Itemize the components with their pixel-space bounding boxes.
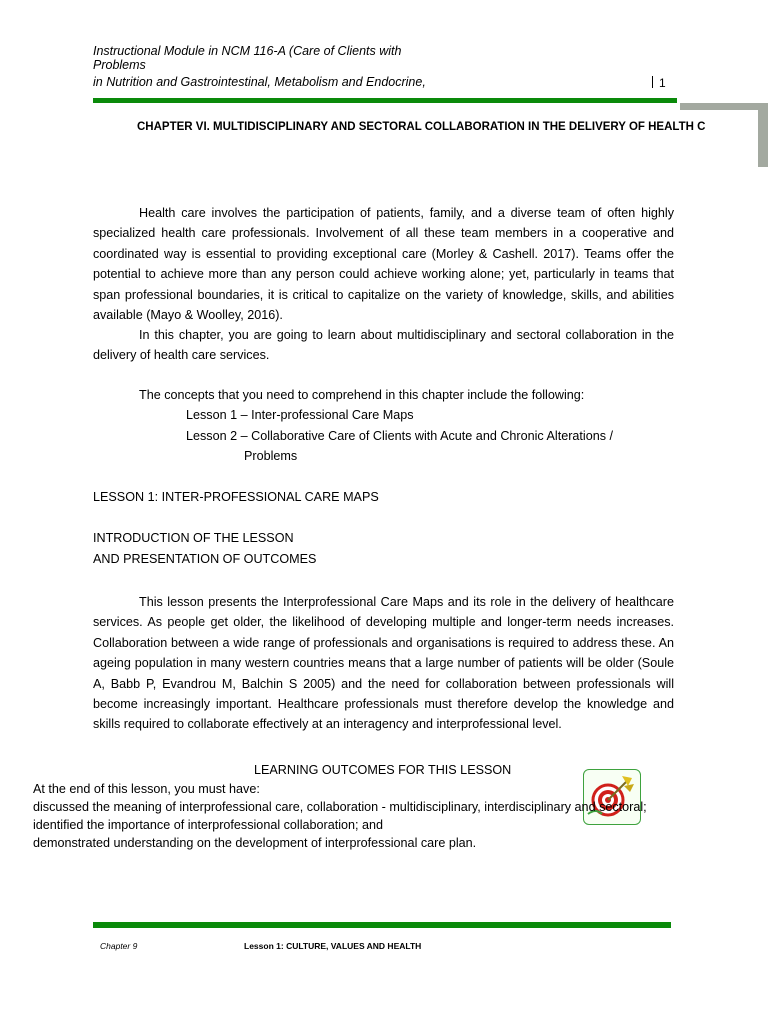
header-rule	[93, 98, 677, 103]
header-module-title-line3: in Nutrition and Gastrointestinal, Metabolism and Endocrine,	[93, 75, 426, 89]
header-module-title-line1: Instructional Module in NCM 116-A (Care of Clients with	[93, 44, 402, 58]
intro-heading-line1: INTRODUCTION OF THE LESSON	[93, 531, 294, 545]
footer-lesson-prefix: Lesson 1:	[244, 941, 284, 951]
footer-chapter: Chapter 9	[100, 941, 138, 951]
outcome-item: identified the importance of interprofessional collaboration; and	[33, 818, 384, 832]
lesson-paragraph: This lesson presents the Interprofessional Care Maps and its role in the delivery of healthcare services. As people get older, the likelihood of developing multiple and longer-term needs increases. Collaboration between a wide range of professionals and organisations is required to address these. An ageing population in many western countries means that a large number of patients will be older (Soule A, Babb P, Evandrou M, Balchin S 2005) and the need for collaboration between professionals will become increasingly important. Healthcare professionals must therefore develop the knowledge and skills required to collaborate effectively at an interagency and interprofessional level.	[93, 595, 674, 732]
concept-lesson-2-cont: Problems	[244, 449, 298, 463]
page-number	[652, 76, 666, 90]
intro-paragraph: Health care involves the participation of patients, family, and a diverse team of often highly specialized health care professionals. Involvement of all these team members in a cooperative and coordinated way is essential to providing exceptional care (Morley & Cashell. 2017). Teams offer the potential to achieve more than any person could achieve working alone; yet, particularly in teams that span professional boundaries, it is critical to capitalize on the variety of knowledge, skills, and abilities available (Mayo & Woolley, 2016).	[93, 206, 674, 323]
corner-decoration-vertical	[758, 103, 768, 167]
footer-lesson	[244, 941, 421, 951]
footer-lesson-title: CULTURE, VALUES AND HEALTH	[286, 941, 422, 951]
target-dart-icon	[583, 769, 641, 825]
concept-lesson-2: Lesson 2 – Collaborative Care of Clients with Acute and Chronic Alterations /	[186, 429, 614, 443]
outcomes-heading: LEARNING OUTCOMES FOR THIS LESSON	[254, 763, 512, 777]
outcomes-intro: At the end of this lesson, you must have:	[33, 782, 260, 796]
footer-rule	[93, 922, 671, 928]
lesson-heading: LESSON 1: INTER-PROFESSIONAL CARE MAPS	[93, 490, 379, 504]
concept-lesson-1: Lesson 1 – Inter-professional Care Maps	[186, 408, 414, 422]
page-number-value: 1	[659, 76, 666, 90]
chapter-title: CHAPTER VI. MULTIDISCIPLINARY AND SECTORAL COLLABORATION IN THE DELIVERY OF HEALTH C	[137, 121, 706, 133]
outcome-item: discussed the meaning of interprofessional care, collaboration - multidisciplinary, interdisciplinary and sectoral;	[33, 800, 647, 814]
corner-decoration	[680, 103, 768, 110]
concepts-intro: The concepts that you need to comprehend in this chapter include the following:	[139, 388, 585, 402]
outcome-item: demonstrated understanding on the development of interprofessional care plan.	[33, 836, 477, 850]
intro-heading-line2: AND PRESENTATION OF OUTCOMES	[93, 552, 317, 566]
header-module-title-line2: Problems	[93, 58, 146, 72]
chapter-paragraph: In this chapter, you are going to learn about multidisciplinary and sectoral collaboration in the delivery of health care services.	[93, 328, 674, 363]
